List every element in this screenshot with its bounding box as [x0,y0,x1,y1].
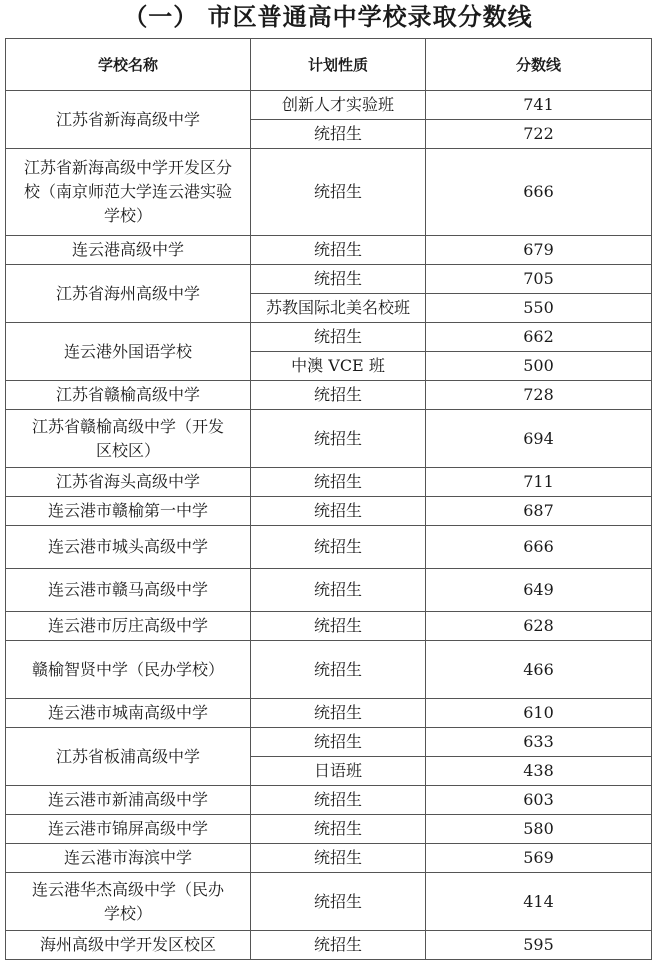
table-row [6,91,652,120]
school-name-cell: 赣榆智贤中学（民办学校） [6,641,251,699]
plan-type-cell: 苏教国际北美名校班 [251,294,426,323]
score-cell: 662 [426,323,652,352]
school-name-cell: 连云港市赣榆第一中学 [6,497,251,526]
plan-type-cell: 统招生 [251,526,426,569]
plan-type-cell: 统招生 [251,699,426,728]
plan-type-cell: 统招生 [251,844,426,873]
plan-type-cell: 统招生 [251,410,426,468]
school-name-cell: 连云港市锦屏高级中学 [6,815,251,844]
table-row [6,873,652,931]
score-cell: 705 [426,265,652,294]
school-name-cell: 江苏省新海高级中学 [6,91,251,149]
table-row [6,526,652,569]
plan-type-cell: 统招生 [251,236,426,265]
plan-type-cell: 中澳 VCE 班 [251,352,426,381]
table-row [6,236,652,265]
score-cell: 466 [426,641,652,699]
table-row [6,931,652,960]
table-row [6,786,652,815]
table-row [6,497,652,526]
school-name-cell: 江苏省海州高级中学 [6,265,251,323]
score-cell: 569 [426,844,652,873]
table-row [6,381,652,410]
plan-type-cell: 统招生 [251,612,426,641]
header-plan-type: 计划性质 [251,39,426,91]
school-name-cell: 江苏省海头高级中学 [6,468,251,497]
table-header-row [6,39,652,91]
table-row [6,569,652,612]
score-cell: 649 [426,569,652,612]
table-row [6,728,652,757]
school-name-cell [6,410,251,468]
school-name-cell [6,149,251,236]
plan-type-cell: 统招生 [251,497,426,526]
plan-type-cell: 日语班 [251,757,426,786]
school-name-cell: 海州高级中学开发区校区 [6,931,251,960]
table-row [6,468,652,497]
score-cell: 633 [426,728,652,757]
score-cell: 550 [426,294,652,323]
score-cell: 603 [426,786,652,815]
plan-type-cell: 统招生 [251,931,426,960]
school-name-cell: 连云港市城头高级中学 [6,526,251,569]
header-school-name: 学校名称 [6,39,251,91]
header-score: 分数线 [426,39,652,91]
school-name-text: 江苏省新海高级中学开发区分校（南京师范大学连云港实验学校） [23,158,232,225]
score-cell: 580 [426,815,652,844]
score-cell: 694 [426,410,652,468]
school-name-cell: 连云港市海滨中学 [6,844,251,873]
score-cell: 414 [426,873,652,931]
school-name-cell: 连云港市新浦高级中学 [6,786,251,815]
score-cell: 628 [426,612,652,641]
school-name-cell: 连云港市赣马高级中学 [6,569,251,612]
table-row [6,149,652,236]
table-row [6,265,652,294]
plan-type-cell: 统招生 [251,120,426,149]
table-row [6,699,652,728]
score-cell: 500 [426,352,652,381]
school-name-cell: 连云港高级中学 [6,236,251,265]
plan-type-cell: 创新人才实验班 [251,91,426,120]
plan-type-cell: 统招生 [251,468,426,497]
score-cell: 687 [426,497,652,526]
table-row [6,612,652,641]
school-name-cell: 连云港市厉庄高级中学 [6,612,251,641]
school-name-cell: 连云港外国语学校 [6,323,251,381]
plan-type-cell: 统招生 [251,786,426,815]
plan-type-cell: 统招生 [251,265,426,294]
score-cell: 666 [426,149,652,236]
plan-type-cell: 统招生 [251,641,426,699]
school-name-cell: 连云港市城南高级中学 [6,699,251,728]
plan-type-cell: 统招生 [251,323,426,352]
school-name-cell: 江苏省赣榆高级中学 [6,381,251,410]
plan-type-cell: 统招生 [251,149,426,236]
admission-score-table [5,38,652,960]
score-cell: 679 [426,236,652,265]
score-cell: 666 [426,526,652,569]
score-cell: 610 [426,699,652,728]
table-row [6,844,652,873]
plan-type-cell: 统招生 [251,569,426,612]
table-row [6,815,652,844]
table-row [6,410,652,468]
plan-type-cell: 统招生 [251,381,426,410]
plan-type-cell: 统招生 [251,728,426,757]
score-cell: 728 [426,381,652,410]
school-name-cell: 江苏省板浦高级中学 [6,728,251,786]
score-cell: 711 [426,468,652,497]
table-body [6,91,652,960]
school-name-cell [6,873,251,931]
table-row [6,323,652,352]
school-name-text: 江苏省赣榆高级中学（开发区校区） [31,416,224,460]
plan-type-cell: 统招生 [251,815,426,844]
score-cell: 438 [426,757,652,786]
school-name-text: 连云港华杰高级中学（民办学校） [31,879,224,923]
score-cell: 722 [426,120,652,149]
score-cell: 595 [426,931,652,960]
table-row [6,641,652,699]
score-cell: 741 [426,91,652,120]
plan-type-cell: 统招生 [251,873,426,931]
page-title: （一） 市区普通高中学校录取分数线 [123,3,533,31]
